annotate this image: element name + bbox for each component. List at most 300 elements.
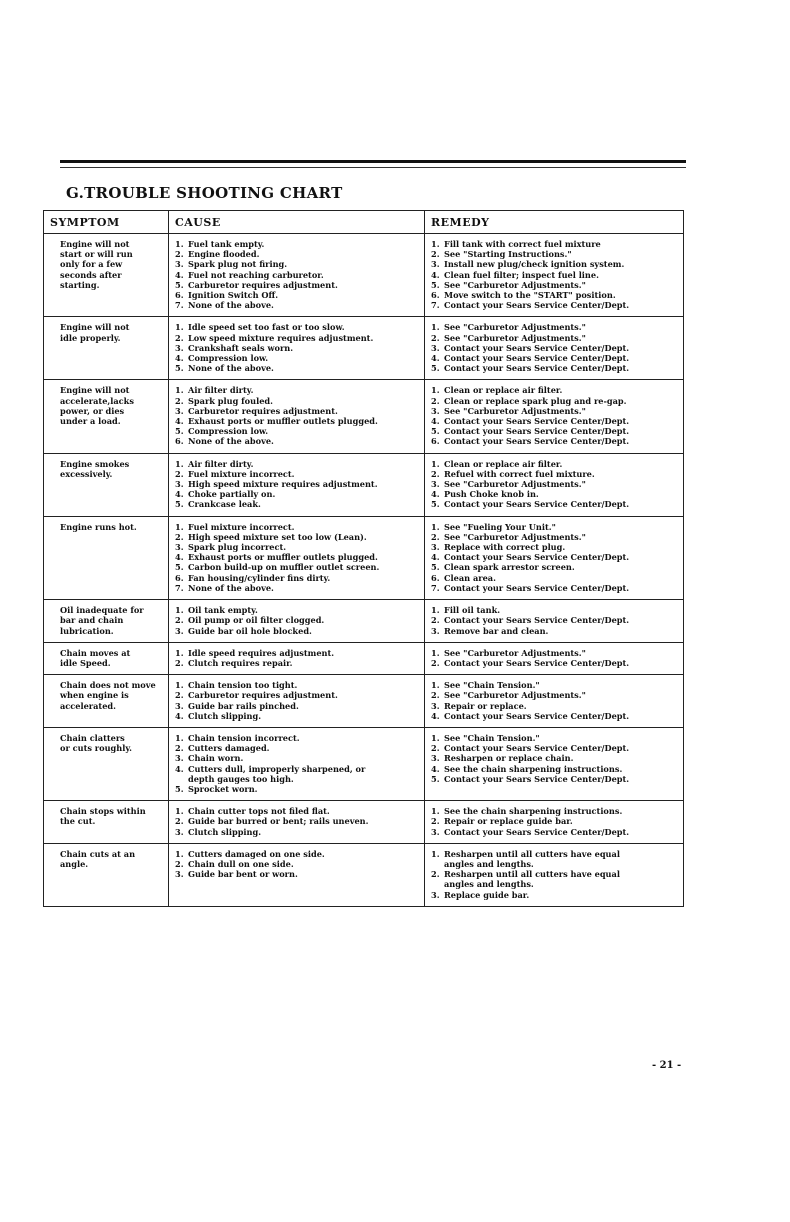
item-number: 1.	[175, 680, 184, 691]
cause-text: Fuel mixture incorrect.	[188, 468, 295, 479]
item-number: 2.	[175, 858, 184, 869]
item-number: 2.	[175, 395, 184, 406]
item-number: 5.	[431, 499, 440, 510]
cause-text: Oil pump or oil filter clogged.	[188, 615, 325, 626]
cause-text: Guide bar bent or worn.	[188, 869, 298, 880]
remedy-item	[431, 680, 677, 690]
table-row	[44, 843, 684, 906]
cause-cell	[169, 600, 425, 643]
remedy-item	[431, 343, 677, 353]
item-number: 2.	[175, 657, 184, 668]
remedy-cell	[425, 234, 684, 317]
symptom-cell	[44, 453, 169, 516]
item-number: 2.	[431, 468, 440, 479]
remedy-text: See "Carburetor Adjustments."	[444, 322, 586, 333]
remedy-item	[431, 626, 677, 636]
cause-item	[175, 479, 418, 489]
remedy-text: Contact your Sears Service Center/Dept.	[444, 710, 630, 721]
cause-text: Idle speed requires adjustment.	[188, 647, 335, 658]
item-number: 1.	[175, 239, 184, 249]
item-number: 1.	[431, 239, 440, 249]
cause-text: Cutters damaged.	[188, 743, 270, 754]
remedy-list	[431, 806, 677, 837]
remedy-text: Clean or replace spark plug and re-gap.	[444, 395, 627, 406]
item-number: 2.	[175, 531, 184, 542]
cause-item	[175, 322, 418, 332]
cause-item	[175, 542, 418, 552]
cause-list	[175, 680, 418, 721]
cause-text: Chain worn.	[188, 753, 244, 764]
remedy-item	[431, 406, 677, 416]
cause-item	[175, 648, 418, 658]
item-number: 1.	[431, 680, 440, 691]
remedy-item	[431, 542, 677, 552]
cause-text: Compression low.	[188, 426, 269, 437]
remedy-item	[431, 583, 677, 593]
cause-item	[175, 353, 418, 363]
symptom-cell	[44, 317, 169, 380]
remedy-item	[431, 280, 677, 290]
cause-text: Carburetor requires adjustment.	[188, 405, 338, 416]
item-number: 2.	[431, 332, 440, 343]
cause-item	[175, 615, 418, 625]
remedy-item	[431, 396, 677, 406]
cause-text: Air filter dirty.	[188, 458, 254, 469]
remedy-text: See "Carburetor Adjustments."	[444, 332, 586, 343]
remedy-text: See "Carburetor Adjustments."	[444, 531, 586, 542]
item-number: 3.	[431, 826, 440, 837]
cause-list	[175, 605, 418, 636]
item-number: 3.	[175, 700, 184, 711]
table-row	[44, 516, 684, 599]
cause-text: Carbon build-up on muffler outlet screen.	[188, 562, 380, 573]
cause-item	[175, 583, 418, 593]
cause-text: Fuel not reaching carburetor.	[188, 269, 324, 280]
cause-text: None of the above.	[188, 300, 274, 311]
item-number: 4.	[431, 416, 440, 427]
cause-item	[175, 489, 418, 499]
symptom-text: Engine will not accelerate,lacks power, or dies under a load.	[60, 385, 134, 427]
item-number: 4.	[175, 552, 184, 563]
remedy-text: Contact your Sears Service Center/Dept.	[444, 342, 630, 353]
remedy-item	[431, 290, 677, 300]
item-number: 6.	[431, 572, 440, 583]
item-number: 5.	[431, 426, 440, 437]
item-number: 4.	[431, 763, 440, 774]
table-row	[44, 727, 684, 800]
cause-text: Clutch slipping.	[188, 826, 262, 837]
item-number: 5.	[175, 426, 184, 437]
cause-cell	[169, 234, 425, 317]
item-number: 4.	[175, 710, 184, 721]
remedy-text: Contact your Sears Service Center/Dept.	[444, 353, 630, 364]
cause-item	[175, 249, 418, 259]
item-number: 3.	[175, 405, 184, 416]
remedy-cell	[425, 453, 684, 516]
remedy-item	[431, 774, 677, 784]
table-row	[44, 317, 684, 380]
cause-list	[175, 733, 418, 794]
remedy-text: See "Carburetor Adjustments."	[444, 479, 586, 490]
remedy-text: See "Chain Tension."	[444, 680, 540, 691]
remedy-text: Contact your Sears Service Center/Dept.	[444, 826, 630, 837]
item-number: 6.	[175, 572, 184, 583]
item-number: 2.	[175, 332, 184, 343]
symptom-cell	[44, 600, 169, 643]
cause-item	[175, 690, 418, 700]
cause-text: Carburetor requires adjustment.	[188, 279, 338, 290]
cause-text: Ignition Switch Off.	[188, 290, 279, 301]
symptom-cell	[44, 516, 169, 599]
remedy-cell	[425, 380, 684, 453]
item-number: 1.	[431, 806, 440, 817]
remedy-item	[431, 270, 677, 280]
cause-text: Clutch slipping.	[188, 710, 262, 721]
item-number: 3.	[431, 342, 440, 353]
remedy-text: Clean area.	[444, 572, 496, 583]
table-row	[44, 453, 684, 516]
cause-item	[175, 806, 418, 816]
remedy-text: Replace with correct plug.	[444, 542, 566, 553]
remedy-text: Install new plug/check ignition system.	[444, 259, 625, 270]
item-number: 6.	[175, 290, 184, 301]
remedy-text: Fill tank with correct fuel mixture	[444, 239, 601, 249]
remedy-text: Resharpen until all cutters have equal angles and lengths.	[444, 869, 620, 890]
item-number: 3.	[431, 259, 440, 270]
remedy-text: Clean or replace air filter.	[444, 385, 563, 396]
cause-item	[175, 532, 418, 542]
item-number: 2.	[431, 249, 440, 260]
item-number: 5.	[431, 279, 440, 290]
item-number: 3.	[431, 753, 440, 764]
remedy-text: Contact your Sears Service Center/Dept.	[444, 426, 630, 437]
remedy-item	[431, 249, 677, 259]
item-number: 1.	[431, 647, 440, 658]
remedy-item	[431, 605, 677, 615]
symptom-text: Chain moves at idle Speed.	[60, 647, 131, 668]
cause-text: Low speed mixture requires adjustment.	[188, 332, 374, 343]
cause-text: Chain tension incorrect.	[188, 732, 300, 743]
item-number: 3.	[175, 259, 184, 270]
cause-cell	[169, 516, 425, 599]
remedy-item	[431, 733, 677, 743]
item-number: 3.	[175, 479, 184, 490]
remedy-item	[431, 701, 677, 711]
item-number: 1.	[431, 322, 440, 333]
cause-item	[175, 869, 418, 879]
remedy-list	[431, 322, 677, 373]
remedy-text: Contact your Sears Service Center/Dept.	[444, 615, 630, 626]
cause-item	[175, 259, 418, 269]
remedy-item	[431, 479, 677, 489]
remedy-text: See "Carburetor Adjustments."	[444, 690, 586, 701]
remedy-cell	[425, 317, 684, 380]
cause-cell	[169, 380, 425, 453]
cause-item	[175, 753, 418, 763]
item-number: 5.	[175, 562, 184, 573]
cause-list	[175, 648, 418, 668]
item-number: 7.	[175, 582, 184, 593]
remedy-item	[431, 753, 677, 763]
item-number: 4.	[175, 269, 184, 280]
cause-text: Sprocket worn.	[188, 783, 258, 794]
item-number: 4.	[175, 763, 184, 774]
remedy-item	[431, 869, 677, 889]
symptom-text: Engine will not idle properly.	[60, 322, 130, 343]
item-number: 2.	[175, 816, 184, 827]
top-rule	[60, 160, 686, 163]
cause-item	[175, 300, 418, 310]
item-number: 5.	[431, 773, 440, 784]
cause-item	[175, 416, 418, 426]
cause-item	[175, 426, 418, 436]
cause-list	[175, 522, 418, 593]
item-number: 1.	[431, 521, 440, 532]
symptom-cell	[44, 234, 169, 317]
cause-text: High speed mixture requires adjustment.	[188, 479, 378, 490]
cause-text: Cutters damaged on one side.	[188, 848, 325, 859]
remedy-item	[431, 522, 677, 532]
cause-text: Fan housing/cylinder fins dirty.	[188, 572, 331, 583]
cause-item	[175, 459, 418, 469]
item-number: 4.	[431, 552, 440, 563]
item-number: 3.	[431, 700, 440, 711]
cause-text: Idle speed set too fast or too slow.	[188, 322, 345, 333]
cause-item	[175, 396, 418, 406]
item-number: 1.	[175, 605, 184, 616]
cause-text: Fuel mixture incorrect.	[188, 521, 295, 532]
cause-text: None of the above.	[188, 582, 274, 593]
header-cause: CAUSE	[169, 211, 425, 234]
cause-item	[175, 784, 418, 794]
cause-item	[175, 406, 418, 416]
item-number: 1.	[431, 605, 440, 616]
cause-list	[175, 806, 418, 837]
remedy-item	[431, 239, 677, 249]
remedy-item	[431, 259, 677, 269]
table-row	[44, 675, 684, 728]
item-number: 2.	[175, 468, 184, 479]
cause-text: Spark plug not firing.	[188, 259, 288, 270]
cause-text: Carburetor requires adjustment.	[188, 690, 338, 701]
cause-item	[175, 436, 418, 446]
cause-item	[175, 711, 418, 721]
item-number: 5.	[431, 363, 440, 374]
cause-list	[175, 322, 418, 373]
remedy-text: See the chain sharpening instructions.	[444, 806, 623, 817]
remedy-text: Contact your Sears Service Center/Dept.	[444, 773, 630, 784]
item-number: 1.	[431, 458, 440, 469]
cause-item	[175, 270, 418, 280]
remedy-item	[431, 353, 677, 363]
remedy-cell	[425, 727, 684, 800]
cause-item	[175, 680, 418, 690]
item-number: 1.	[175, 521, 184, 532]
cause-list	[175, 459, 418, 510]
header-symptom: SYMPTOM	[44, 211, 169, 234]
item-number: 6.	[431, 290, 440, 301]
page-number: - 21 -	[652, 1060, 682, 1071]
cause-list	[175, 385, 418, 446]
symptom-text: Chain does not move when engine is accelerated.	[60, 680, 156, 711]
remedy-cell	[425, 516, 684, 599]
remedy-text: See "Carburetor Adjustments."	[444, 647, 586, 658]
item-number: 7.	[175, 300, 184, 311]
cause-cell	[169, 801, 425, 844]
remedy-item	[431, 648, 677, 658]
cause-text: Crankshaft seals worn.	[188, 342, 294, 353]
item-number: 3.	[431, 625, 440, 636]
remedy-item	[431, 499, 677, 509]
item-number: 2.	[431, 743, 440, 754]
item-number: 3.	[175, 826, 184, 837]
cause-text: Oil tank empty.	[188, 605, 258, 616]
remedy-list	[431, 605, 677, 636]
remedy-text: Resharpen until all cutters have equal angles and lengths.	[444, 848, 620, 869]
item-number: 2.	[175, 743, 184, 754]
remedy-text: Push Choke knob in.	[444, 489, 539, 500]
cause-item	[175, 827, 418, 837]
item-number: 1.	[175, 806, 184, 817]
item-number: 4.	[431, 269, 440, 280]
remedy-text: Replace guide bar.	[444, 889, 530, 900]
item-number: 4.	[431, 710, 440, 721]
item-number: 3.	[431, 405, 440, 416]
item-number: 5.	[175, 499, 184, 510]
remedy-text: Contact your Sears Service Center/Dept.	[444, 363, 630, 374]
item-number: 4.	[175, 353, 184, 364]
item-number: 3.	[175, 625, 184, 636]
cause-item	[175, 280, 418, 290]
item-number: 5.	[175, 279, 184, 290]
cause-item	[175, 605, 418, 615]
cause-item	[175, 733, 418, 743]
remedy-text: See "Fueling Your Unit."	[444, 521, 556, 532]
remedy-cell	[425, 600, 684, 643]
item-number: 3.	[175, 869, 184, 880]
item-number: 7.	[431, 582, 440, 593]
remedy-text: See "Chain Tension."	[444, 732, 540, 743]
cause-item	[175, 859, 418, 869]
top-rule-thin	[60, 167, 686, 168]
item-number: 2.	[431, 395, 440, 406]
cause-item	[175, 385, 418, 395]
cause-text: Guide bar rails pinched.	[188, 700, 299, 711]
cause-text: None of the above.	[188, 363, 274, 374]
remedy-text: See "Carburetor Adjustments."	[444, 405, 586, 416]
remedy-item	[431, 827, 677, 837]
item-number: 2.	[431, 816, 440, 827]
remedy-text: Contact your Sears Service Center/Dept.	[444, 499, 630, 510]
cause-item	[175, 562, 418, 572]
symptom-text: Oil inadequate for bar and chain lubrication.	[60, 605, 144, 636]
remedy-item	[431, 573, 677, 583]
remedy-list	[431, 522, 677, 593]
table-row	[44, 380, 684, 453]
item-number: 2.	[431, 869, 440, 880]
item-number: 1.	[431, 732, 440, 743]
symptom-text: Engine runs hot.	[60, 521, 137, 532]
cause-text: Exhaust ports or muffler outlets plugged.	[188, 416, 378, 427]
remedy-item	[431, 469, 677, 479]
item-number: 2.	[175, 249, 184, 260]
cause-text: Chain cutter tops not filed flat.	[188, 806, 330, 817]
symptom-cell	[44, 843, 169, 906]
table-row	[44, 600, 684, 643]
cause-text: Exhaust ports or muffler outlets plugged.	[188, 552, 378, 563]
cause-item	[175, 658, 418, 668]
cause-text: High speed mixture set too low (Lean).	[188, 531, 367, 542]
symptom-text: Chain clatters or cuts roughly.	[60, 732, 132, 754]
symptom-cell	[44, 727, 169, 800]
remedy-item	[431, 385, 677, 395]
item-number: 5.	[175, 363, 184, 374]
cause-item	[175, 343, 418, 353]
remedy-text: See "Starting Instructions."	[444, 249, 572, 260]
remedy-text: Contact your Sears Service Center/Dept.	[444, 300, 630, 311]
remedy-item	[431, 416, 677, 426]
remedy-item	[431, 426, 677, 436]
cause-item	[175, 290, 418, 300]
table-header-row	[44, 211, 684, 234]
cause-cell	[169, 843, 425, 906]
remedy-text: Contact your Sears Service Center/Dept.	[444, 582, 630, 593]
cause-cell	[169, 453, 425, 516]
section-title: G.TROUBLE SHOOTING CHART	[66, 184, 343, 202]
table-row	[44, 801, 684, 844]
cause-cell	[169, 642, 425, 674]
remedy-list	[431, 849, 677, 900]
cause-text: None of the above.	[188, 436, 274, 447]
item-number: 1.	[431, 848, 440, 859]
item-number: 3.	[431, 889, 440, 900]
remedy-item	[431, 436, 677, 446]
remedy-list	[431, 385, 677, 446]
remedy-list	[431, 733, 677, 784]
symptom-cell	[44, 642, 169, 674]
cause-cell	[169, 727, 425, 800]
remedy-text: Clean or replace air filter.	[444, 458, 563, 469]
remedy-text: Fill oil tank.	[444, 605, 501, 616]
remedy-item	[431, 711, 677, 721]
item-number: 1.	[431, 385, 440, 396]
cause-item	[175, 626, 418, 636]
remedy-text: Contact your Sears Service Center/Dept.	[444, 657, 630, 668]
item-number: 3.	[431, 542, 440, 553]
remedy-item	[431, 806, 677, 816]
remedy-text: Clean fuel filter; inspect fuel line.	[444, 269, 599, 280]
item-number: 1.	[175, 732, 184, 743]
cause-text: Clutch requires repair.	[188, 657, 293, 668]
cause-list	[175, 239, 418, 310]
remedy-text: Contact your Sears Service Center/Dept.	[444, 743, 630, 754]
remedy-item	[431, 363, 677, 373]
header-remedy: REMEDY	[425, 211, 684, 234]
cause-text: Fuel tank empty.	[188, 239, 265, 249]
cause-item	[175, 239, 418, 249]
remedy-cell	[425, 642, 684, 674]
cause-item	[175, 701, 418, 711]
cause-item	[175, 743, 418, 753]
remedy-text: Resharpen or replace chain.	[444, 753, 574, 764]
item-number: 3.	[175, 753, 184, 764]
item-number: 2.	[431, 615, 440, 626]
remedy-item	[431, 489, 677, 499]
cause-cell	[169, 317, 425, 380]
remedy-item	[431, 615, 677, 625]
remedy-text: Contact your Sears Service Center/Dept.	[444, 552, 630, 563]
remedy-item	[431, 764, 677, 774]
